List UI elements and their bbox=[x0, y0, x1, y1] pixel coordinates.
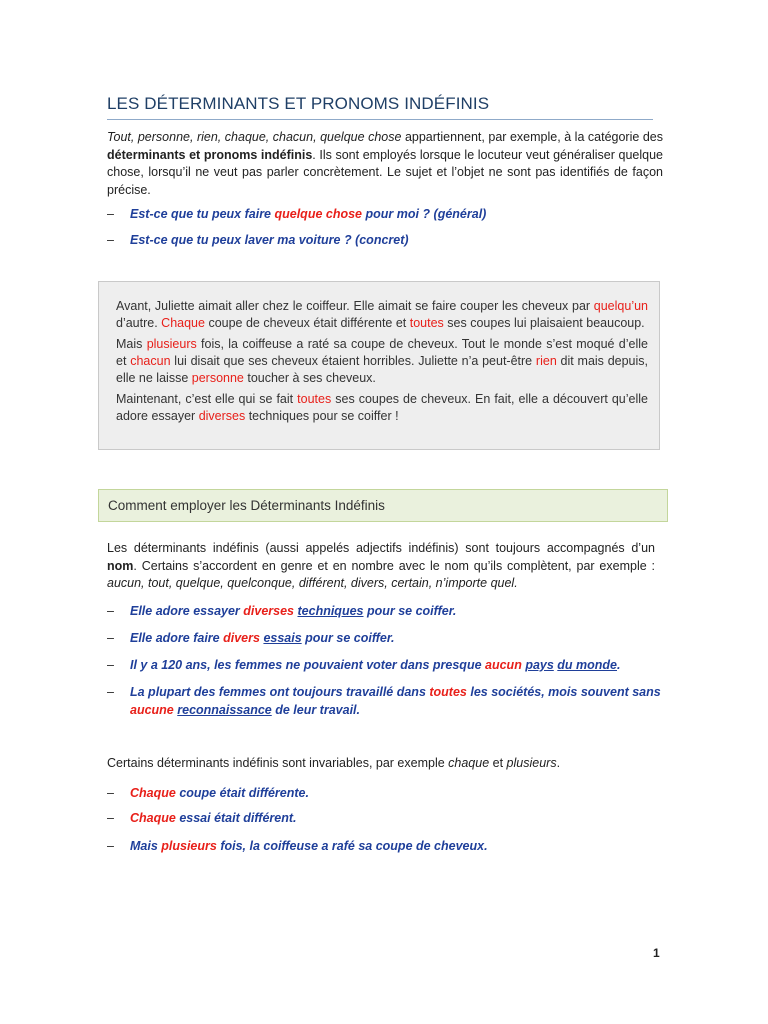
dash-marker: – bbox=[107, 631, 114, 645]
highlighted-word: personne bbox=[191, 371, 244, 385]
example-text: de leur travail. bbox=[271, 703, 360, 717]
highlighted-word: toutes bbox=[429, 685, 467, 699]
title-underline bbox=[107, 119, 653, 120]
story-text: ses coupes de cheveux. En fait, elle a découvert qu’elle adore essayer bbox=[116, 392, 648, 423]
list-item bbox=[107, 602, 667, 620]
underlined-noun: techniques bbox=[297, 604, 364, 618]
highlighted-word: plusieurs bbox=[161, 839, 217, 853]
underlined-noun: essais bbox=[263, 631, 302, 645]
highlighted-word: Chaque bbox=[161, 316, 205, 330]
invariable-text: Certains déterminants indéfinis sont invariables, par exemple bbox=[107, 756, 449, 770]
intro-text: appartiennent, par exemple, à la catégorie des bbox=[401, 130, 663, 144]
example-list-2 bbox=[107, 602, 667, 719]
list-item bbox=[107, 683, 667, 719]
usage-text: . Certains s’accordent en genre et en nombre avec le nom qu’ils complètent, par exemple : bbox=[133, 558, 655, 573]
example-text: pour moi ? (général) bbox=[362, 207, 487, 221]
story-paragraph bbox=[99, 391, 659, 425]
list-item bbox=[107, 784, 667, 802]
dash-marker: – bbox=[107, 839, 114, 853]
story-text: dit mais depuis, elle ne laisse bbox=[116, 354, 649, 385]
invariable-italic-term: chaque bbox=[448, 756, 490, 770]
intro-text: . Ils sont employés lorsque le locuteur veut généraliser quelque chose, lorsqu’il ne veut pas parler concrètement. Le sujet et l’objet ne sont pas identifiés de façon précise. bbox=[107, 147, 663, 197]
highlighted-word: diverses bbox=[198, 409, 246, 423]
section-heading-box bbox=[98, 489, 668, 522]
dash-marker: – bbox=[107, 811, 114, 825]
underlined-noun: pays bbox=[525, 658, 554, 672]
dash-marker: – bbox=[107, 786, 114, 800]
usage-italic-examples: aucun, tout, quelque, quelconque, différent, divers, certain, n’importe quel. bbox=[107, 576, 518, 591]
dash-marker: – bbox=[107, 233, 114, 247]
usage-paragraph bbox=[107, 540, 655, 593]
example-text: pour se coiffer. bbox=[363, 604, 457, 618]
intro-bold-term: déterminants et pronoms indéfinis bbox=[107, 147, 313, 162]
list-item bbox=[107, 629, 667, 647]
usage-text: Les déterminants indéfinis (aussi appelés adjectifs indéfinis) sont toujours accompagnés d’un bbox=[107, 541, 655, 555]
example-text: coupe était différente. bbox=[175, 786, 309, 800]
highlighted-word: rien bbox=[535, 354, 557, 368]
example-text: les sociétés, mois souvent sans bbox=[466, 685, 661, 699]
list-item bbox=[107, 837, 667, 855]
story-text: Avant, Juliette aimait aller chez le coiffeur. Elle aimait se faire couper les cheveux par bbox=[116, 299, 594, 313]
section-heading: Comment employer les Déterminants Indéfinis bbox=[108, 498, 385, 513]
intro-italic-terms: Tout, personne, rien, chaque, chacun, quelque chose bbox=[107, 130, 402, 144]
example-text: pour se coiffer. bbox=[301, 631, 395, 645]
example-text: Il y a 120 ans, les femmes ne pouvaient voter dans presque bbox=[130, 658, 486, 672]
list-item bbox=[107, 205, 667, 223]
story-text: ses coupes lui plaisaient beaucoup. bbox=[443, 316, 645, 330]
underlined-noun: du monde bbox=[557, 658, 618, 672]
highlighted-word: plusieurs bbox=[146, 337, 197, 351]
dash-marker: – bbox=[107, 658, 114, 672]
example-text: Elle adore essayer bbox=[130, 604, 244, 618]
story-text: techniques pour se coiffer ! bbox=[245, 409, 399, 423]
highlighted-word: quelqu’un bbox=[593, 299, 648, 313]
example-text: Elle adore faire bbox=[130, 631, 224, 645]
story-text: lui disait que ses cheveux étaient horribles. Juliette n’a peut-être bbox=[170, 354, 536, 368]
story-paragraph bbox=[99, 298, 659, 332]
highlighted-word: quelque chose bbox=[274, 207, 363, 221]
story-text: d’autre. bbox=[116, 316, 162, 330]
list-item bbox=[107, 809, 667, 827]
example-text: fois, la coiffeuse a rafé sa coupe de cheveux. bbox=[216, 839, 488, 853]
dash-marker: – bbox=[107, 685, 114, 699]
highlighted-word: chacun bbox=[130, 354, 171, 368]
page-title: LES DÉTERMINANTS ET PRONOMS INDÉFINIS bbox=[107, 94, 490, 113]
page-number: 1 bbox=[653, 946, 660, 960]
example-text: . bbox=[617, 658, 621, 672]
story-paragraph bbox=[99, 336, 659, 387]
underlined-noun: reconnaissance bbox=[177, 703, 272, 717]
invariable-text: . bbox=[556, 756, 561, 770]
story-box bbox=[98, 281, 660, 450]
example-text: La plupart des femmes ont toujours travaillé dans bbox=[130, 685, 430, 699]
invariable-italic-term: plusieurs bbox=[506, 756, 557, 770]
story-text: toucher à ses cheveux. bbox=[243, 371, 376, 385]
highlighted-word: toutes bbox=[297, 392, 332, 406]
example-list-3 bbox=[107, 784, 667, 855]
dash-marker: – bbox=[107, 207, 114, 221]
highlighted-word: Chaque bbox=[130, 786, 176, 800]
example-list-1 bbox=[107, 205, 667, 249]
highlighted-word: aucun bbox=[485, 658, 522, 672]
list-item bbox=[107, 656, 667, 674]
invariable-paragraph bbox=[107, 755, 663, 773]
example-text: Est-ce que tu peux faire bbox=[130, 207, 275, 221]
invariable-text: et bbox=[489, 756, 507, 770]
highlighted-word: diverses bbox=[243, 604, 295, 618]
dash-marker: – bbox=[107, 604, 114, 618]
list-item bbox=[107, 231, 667, 249]
highlighted-word: aucune bbox=[130, 703, 174, 717]
highlighted-word: Chaque bbox=[130, 811, 176, 825]
story-text: coupe de cheveux était différente et bbox=[204, 316, 410, 330]
example-text: Mais bbox=[130, 839, 162, 853]
usage-bold-term: nom bbox=[107, 558, 134, 573]
story-text: fois, la coiffeuse a raté sa coupe de cheveux. Tout le monde s’est moqué d’elle et bbox=[116, 337, 648, 368]
story-text: Maintenant, c’est elle qui se fait bbox=[116, 392, 298, 406]
intro-paragraph bbox=[107, 129, 663, 199]
highlighted-word: divers bbox=[223, 631, 260, 645]
story-text: Mais bbox=[116, 337, 147, 351]
example-text: essai était différent. bbox=[175, 811, 297, 825]
example-text: Est-ce que tu peux laver ma voiture ? (concret) bbox=[130, 233, 409, 247]
highlighted-word: toutes bbox=[409, 316, 444, 330]
